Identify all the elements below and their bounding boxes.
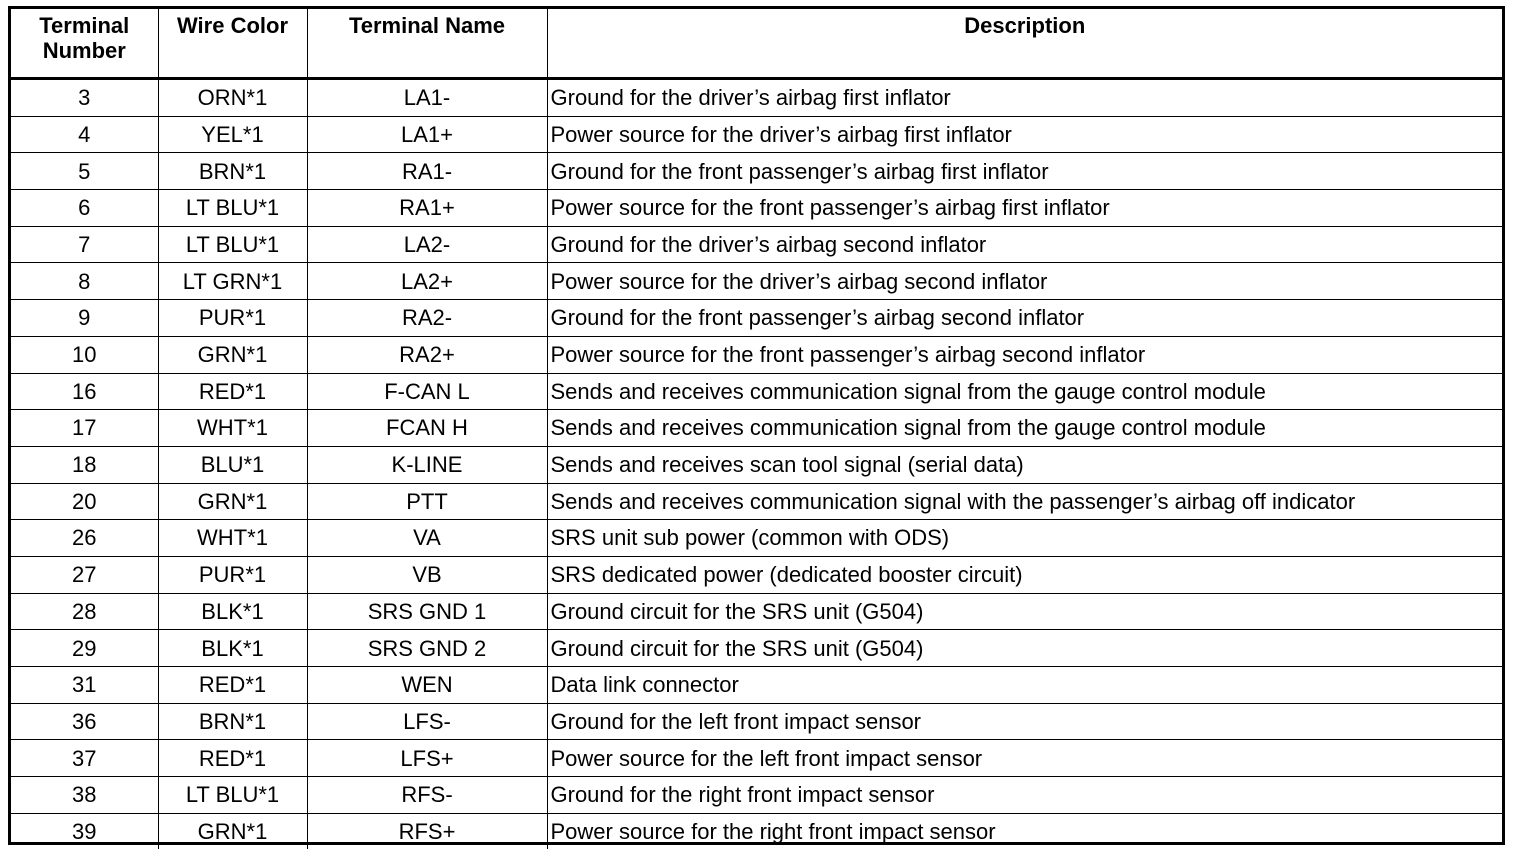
terminal-name-cell: VA xyxy=(307,520,547,557)
terminal-number-cell: 36 xyxy=(11,703,158,740)
table-row xyxy=(11,703,1502,740)
description-cell: SRS unit sub power (common with ODS) xyxy=(547,520,1502,557)
terminal-name-cell: LA1+ xyxy=(307,116,547,153)
wire-color-cell: LT BLU*1 xyxy=(158,190,307,227)
table-row xyxy=(11,263,1502,300)
wire-color-cell: GRN*1 xyxy=(158,813,307,849)
description-cell: Power source for the right front impact sensor xyxy=(547,813,1502,849)
table-row xyxy=(11,373,1502,410)
table-row xyxy=(11,556,1502,593)
terminal-number-cell: 18 xyxy=(11,446,158,483)
header-row xyxy=(11,9,1502,79)
table-row xyxy=(11,410,1502,447)
terminal-name-cell: RFS+ xyxy=(307,813,547,849)
description-cell: Power source for the driver’s airbag second inflator xyxy=(547,263,1502,300)
table-body xyxy=(11,79,1502,850)
wire-color-cell: PUR*1 xyxy=(158,300,307,337)
terminal-name-cell: LA2+ xyxy=(307,263,547,300)
wire-color-cell: LT GRN*1 xyxy=(158,263,307,300)
description-cell: Ground circuit for the SRS unit (G504) xyxy=(547,630,1502,667)
terminal-number-cell: 29 xyxy=(11,630,158,667)
description-cell: Ground for the front passenger’s airbag first inflator xyxy=(547,153,1502,190)
terminal-name-cell: RA2- xyxy=(307,300,547,337)
terminal-number-cell: 38 xyxy=(11,777,158,814)
terminal-name-cell: VB xyxy=(307,556,547,593)
header-terminal-number: Terminal Number xyxy=(11,9,158,79)
terminal-name-cell: PTT xyxy=(307,483,547,520)
terminal-number-cell: 37 xyxy=(11,740,158,777)
table-row xyxy=(11,740,1502,777)
wire-color-cell: BLK*1 xyxy=(158,630,307,667)
wire-color-cell: BLK*1 xyxy=(158,593,307,630)
terminal-name-cell: RA1- xyxy=(307,153,547,190)
terminal-number-cell: 26 xyxy=(11,520,158,557)
description-cell: Ground circuit for the SRS unit (G504) xyxy=(547,593,1502,630)
description-cell: Ground for the front passenger’s airbag second inflator xyxy=(547,300,1502,337)
terminal-number-cell: 16 xyxy=(11,373,158,410)
terminal-name-cell: SRS GND 1 xyxy=(307,593,547,630)
terminal-name-cell: LA2- xyxy=(307,226,547,263)
description-cell: Sends and receives scan tool signal (serial data) xyxy=(547,446,1502,483)
header-wire-color: Wire Color xyxy=(158,9,307,79)
terminal-table xyxy=(11,9,1502,849)
terminal-name-cell: LA1- xyxy=(307,79,547,117)
terminal-number-cell: 9 xyxy=(11,300,158,337)
table-row xyxy=(11,483,1502,520)
terminal-name-cell: RA2+ xyxy=(307,336,547,373)
wire-color-cell: BRN*1 xyxy=(158,153,307,190)
wire-color-cell: BLU*1 xyxy=(158,446,307,483)
terminal-number-cell: 31 xyxy=(11,667,158,704)
table-row xyxy=(11,813,1502,849)
terminal-number-cell: 6 xyxy=(11,190,158,227)
wire-color-cell: WHT*1 xyxy=(158,410,307,447)
terminal-name-cell: FCAN H xyxy=(307,410,547,447)
table-row xyxy=(11,777,1502,814)
terminal-number-cell: 3 xyxy=(11,79,158,117)
description-cell: Power source for the left front impact sensor xyxy=(547,740,1502,777)
table-row xyxy=(11,446,1502,483)
terminal-number-cell: 27 xyxy=(11,556,158,593)
wire-color-cell: ORN*1 xyxy=(158,79,307,117)
terminal-number-cell: 17 xyxy=(11,410,158,447)
description-cell: Power source for the driver’s airbag first inflator xyxy=(547,116,1502,153)
terminal-name-cell: F-CAN L xyxy=(307,373,547,410)
wire-color-cell: RED*1 xyxy=(158,373,307,410)
table-row xyxy=(11,667,1502,704)
wire-color-cell: RED*1 xyxy=(158,740,307,777)
description-cell: Ground for the left front impact sensor xyxy=(547,703,1502,740)
table-row xyxy=(11,593,1502,630)
table-row xyxy=(11,520,1502,557)
table-row xyxy=(11,336,1502,373)
table-row xyxy=(11,116,1502,153)
terminal-name-cell: WEN xyxy=(307,667,547,704)
wire-color-cell: LT BLU*1 xyxy=(158,777,307,814)
terminal-number-cell: 28 xyxy=(11,593,158,630)
terminal-number-cell: 4 xyxy=(11,116,158,153)
terminal-number-cell: 39 xyxy=(11,813,158,849)
header-terminal-name: Terminal Name xyxy=(307,9,547,79)
description-cell: Ground for the driver’s airbag second inflator xyxy=(547,226,1502,263)
terminal-name-cell: RFS- xyxy=(307,777,547,814)
table-row xyxy=(11,153,1502,190)
wire-color-cell: GRN*1 xyxy=(158,336,307,373)
terminal-number-cell: 7 xyxy=(11,226,158,263)
terminal-number-cell: 5 xyxy=(11,153,158,190)
description-cell: Sends and receives communication signal from the gauge control module xyxy=(547,373,1502,410)
terminal-table-frame xyxy=(8,6,1505,845)
description-cell: SRS dedicated power (dedicated booster circuit) xyxy=(547,556,1502,593)
wire-color-cell: LT BLU*1 xyxy=(158,226,307,263)
terminal-name-cell: RA1+ xyxy=(307,190,547,227)
table-row xyxy=(11,630,1502,667)
table-row xyxy=(11,190,1502,227)
terminal-name-cell: K-LINE xyxy=(307,446,547,483)
wire-color-cell: RED*1 xyxy=(158,667,307,704)
wire-color-cell: PUR*1 xyxy=(158,556,307,593)
terminal-number-cell: 10 xyxy=(11,336,158,373)
description-cell: Ground for the right front impact sensor xyxy=(547,777,1502,814)
terminal-name-cell: LFS- xyxy=(307,703,547,740)
table-row xyxy=(11,300,1502,337)
description-cell: Power source for the front passenger’s airbag first inflator xyxy=(547,190,1502,227)
description-cell: Power source for the front passenger’s airbag second inflator xyxy=(547,336,1502,373)
table-row xyxy=(11,226,1502,263)
description-cell: Ground for the driver’s airbag first inflator xyxy=(547,79,1502,117)
terminal-number-cell: 8 xyxy=(11,263,158,300)
description-cell: Sends and receives communication signal with the passenger’s airbag off indicator xyxy=(547,483,1502,520)
table-header xyxy=(11,9,1502,79)
wire-color-cell: YEL*1 xyxy=(158,116,307,153)
wire-color-cell: BRN*1 xyxy=(158,703,307,740)
terminal-name-cell: SRS GND 2 xyxy=(307,630,547,667)
wire-color-cell: WHT*1 xyxy=(158,520,307,557)
description-cell: Data link connector xyxy=(547,667,1502,704)
wire-color-cell: GRN*1 xyxy=(158,483,307,520)
terminal-name-cell: LFS+ xyxy=(307,740,547,777)
description-cell: Sends and receives communication signal from the gauge control module xyxy=(547,410,1502,447)
terminal-number-cell: 20 xyxy=(11,483,158,520)
header-description: Description xyxy=(547,9,1502,79)
table-row xyxy=(11,79,1502,117)
